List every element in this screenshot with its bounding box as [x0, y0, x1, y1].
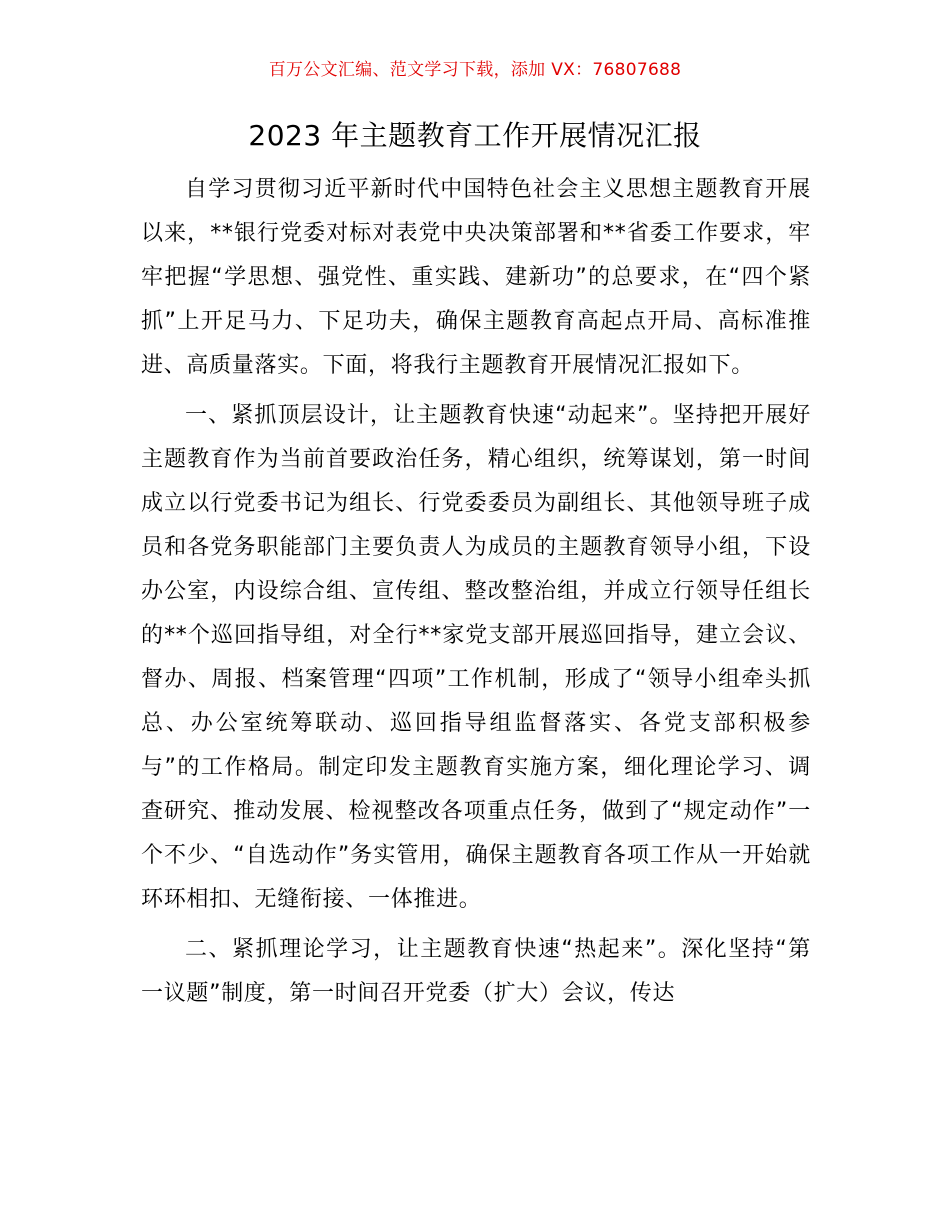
paragraph-section-1: 一、紧抓顶层设计，让主题教育快速“动起来”。坚持把开展好主题教育作为当前首要政治任务，精心组织，统筹谋划，第一时间成立以行党委书记为组长、行党委委员为副组长、其他领导班子成员和各党务职能部门主要负责人为成员的主题教育领导小组，下设办公室，内设综合组、宣传组、整改整治组，并成立行领导任组长的**个巡回指导组，对全行**家党支部开展巡回指导，建立会议、督办、周报、档案管理“四项”工作机制，形成了“领导小组牵头抓总、办公室统筹联动、巡回指导组监督落实、各党支部积极参与”的工作格局。制定印发主题教育实施方案，细化理论学习、调查研究、推动发展、检视整改各项重点任务，做到了“规定动作”一个不少、“自选动作”务实管用，确保主题教育各项工作从一开始就环环相扣、无缝衔接、一体推进。 — [141, 403, 811, 912]
paragraph-section-2: 二、紧抓理论学习，让主题教育快速“热起来”。深化坚持“第一议题”制度，第一时间召开党委（扩大）会议，传达 — [141, 937, 811, 1006]
header-promo-note: 百万公文汇编、范文学习下载，添加 VX：76807688 — [268, 60, 682, 80]
document-title: 2023 年主题教育工作开展情况汇报 — [248, 119, 702, 152]
paragraph-intro: 自学习贯彻习近平新时代中国特色社会主义思想主题教育开展以来，**银行党委对标对表党中央决策部署和**省委工作要求，牢牢把握“学思想、强党性、重实践、建新功”的总要求，在“四个紧抓”上开足马力、下足功夫，确保主题教育高起点开局、高标准推进、高质量落实。下面，将我行主题教育开展情况汇报如下。 — [141, 177, 811, 378]
document-body — [141, 168, 811, 1022]
